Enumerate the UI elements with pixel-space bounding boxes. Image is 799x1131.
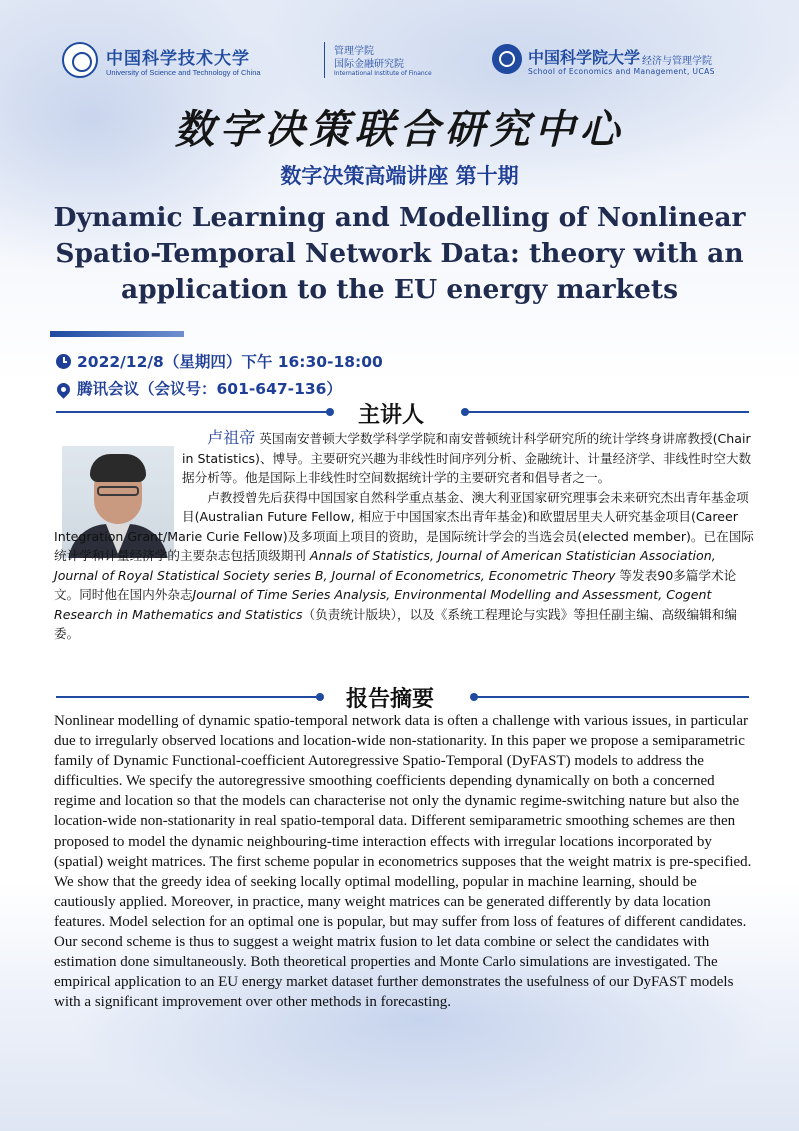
decorative-bar	[50, 331, 184, 337]
bio-text-2a: 卢教授曾先后获得中国国家自然科学重点基金、澳大利亚国家研究理事会未来研究杰出青年基金项目(Australian Future Fellow, 相应于中国国家杰出青年基金)和欧盟居里夫人研究基金项目(Career Integration Grant/Marie Curie Fellow)及多项面上项目的资助，是国际统计学会的当选会员(elected member)。已在国际统计学和计量经济学的主要杂志包括顶级期刊	[54, 489, 754, 563]
speaker-name: 卢祖帝	[207, 428, 256, 447]
event-datetime-row	[56, 350, 383, 372]
iif-name-en: International Institute of Finance	[334, 70, 432, 77]
abstract-heading: 报告摘要	[346, 687, 435, 712]
ustc-name-en: University of Science and Technology of China	[106, 68, 261, 77]
school-of-management: 管理学院	[334, 46, 374, 57]
section-line-right	[467, 411, 749, 413]
iif-name-cn: 国际金融研究院	[334, 59, 404, 70]
ucas-logo	[492, 44, 752, 78]
event-location-row	[56, 377, 342, 399]
ucas-name-en: School of Economics and Management, UCAS	[528, 67, 715, 76]
event-datetime: 2022/12/8（星期四）下午 16:30-18:00	[77, 353, 383, 371]
ucas-school-name: 经济与管理学院	[642, 56, 712, 67]
center-title: 数字决策联合研究中心	[174, 106, 625, 153]
abstract-line-right	[476, 696, 749, 698]
series-title: 数字决策高端讲座 第十期	[280, 164, 519, 188]
location-pin-icon	[54, 380, 72, 398]
abstract-line-left	[56, 696, 318, 698]
talk-title: Dynamic Learning and Modelling of Nonlinear Spatio-Temporal Network Data: theory with an application to the EU energy markets	[53, 202, 746, 305]
section-line-left	[56, 411, 328, 413]
bio-text-2b: 等发表90多篇学术论文。同时他在国内外杂志	[54, 567, 737, 602]
ustc-seal-icon	[62, 42, 98, 78]
speaker-bio	[54, 428, 754, 644]
ustc-logo	[62, 42, 432, 80]
logo-divider	[324, 42, 325, 78]
bio-text-1: 英国南安普顿大学数学科学学院和南安普顿统计科学研究所的统计学终身讲席教授(Chair in Statistics)、博导。主要研究兴趣为非线性时间序列分析、金融统计、计量经济学、非线性时空大数据分析等。他是国际上非线性时空间数据统计学的主要研究者和倡导者之一。	[182, 431, 752, 485]
ucas-name-cn: 中国科学院大学	[528, 48, 641, 67]
bio-journals-1: Annals of Statistics, Journal of American Statistician Association, Journal of Royal Statistical Society series B, Journal of Econometrics, Econometric Theory	[54, 548, 716, 583]
speaker-heading: 主讲人	[358, 403, 425, 428]
bio-text-2c: （负责统计版块），以及《系统工程理论与实践》等担任副主编、高级编辑和编委。	[54, 606, 738, 641]
clock-icon	[56, 354, 71, 369]
ucas-seal-icon	[492, 44, 522, 74]
ustc-name-cn: 中国科学技术大学	[106, 49, 250, 69]
bio-journals-2: Journal of Time Series Analysis, Environmental Modelling and Assessment, Cogent Research in Mathematics and Statistics	[54, 587, 712, 622]
abstract-text: Nonlinear modelling of dynamic spatio-temporal network data is often a challenge with various issues, in particular due to irregularly observed locations and location-wide non-stationarity. In this paper we propose a semiparametric family of Dynamic Functional-coefficient Autoregressive Spatio-Temporal (DyFAST) models to address the difficulties. We specify the autoregressive smoothing coefficients depending dynamically on both a concerned regime and location so that the models can characterise not only the dynamic regime-switching nature but also the location-wide non-stationarity in real spatio-temporal data. Different semiparametric smoothing schemes are then proposed to model the dynamic neighbouring-time interaction effects with irregular locations incorporated by (spatial) weight matrices. The first scheme popular in econometrics supposes that the weight matrix is pre-specified. We show that the greedy idea of seeking locally optimal modelling, popular in machine learning, should be cautiously applied. Moreover, in practice, many weight matrices can be generated differently by data location features. Model selection for an optimal one is popular, but may suffer from loss of features of different candidates. Our second scheme is thus to suggest a weight matrix fusion to let data combine or select the candidates with estimation done simultaneously. Both theoretical properties and Monte Carlo simulations are investigated. The empirical application to an EU energy market dataset further demonstrates the usefulness of our DyFAST models with a significant improvement over other methods in forecasting.	[54, 713, 752, 1011]
event-location: 腾讯会议（会议号：601-647-136）	[77, 380, 342, 398]
section-dot-left	[326, 408, 334, 416]
abstract-dot-left	[316, 693, 324, 701]
